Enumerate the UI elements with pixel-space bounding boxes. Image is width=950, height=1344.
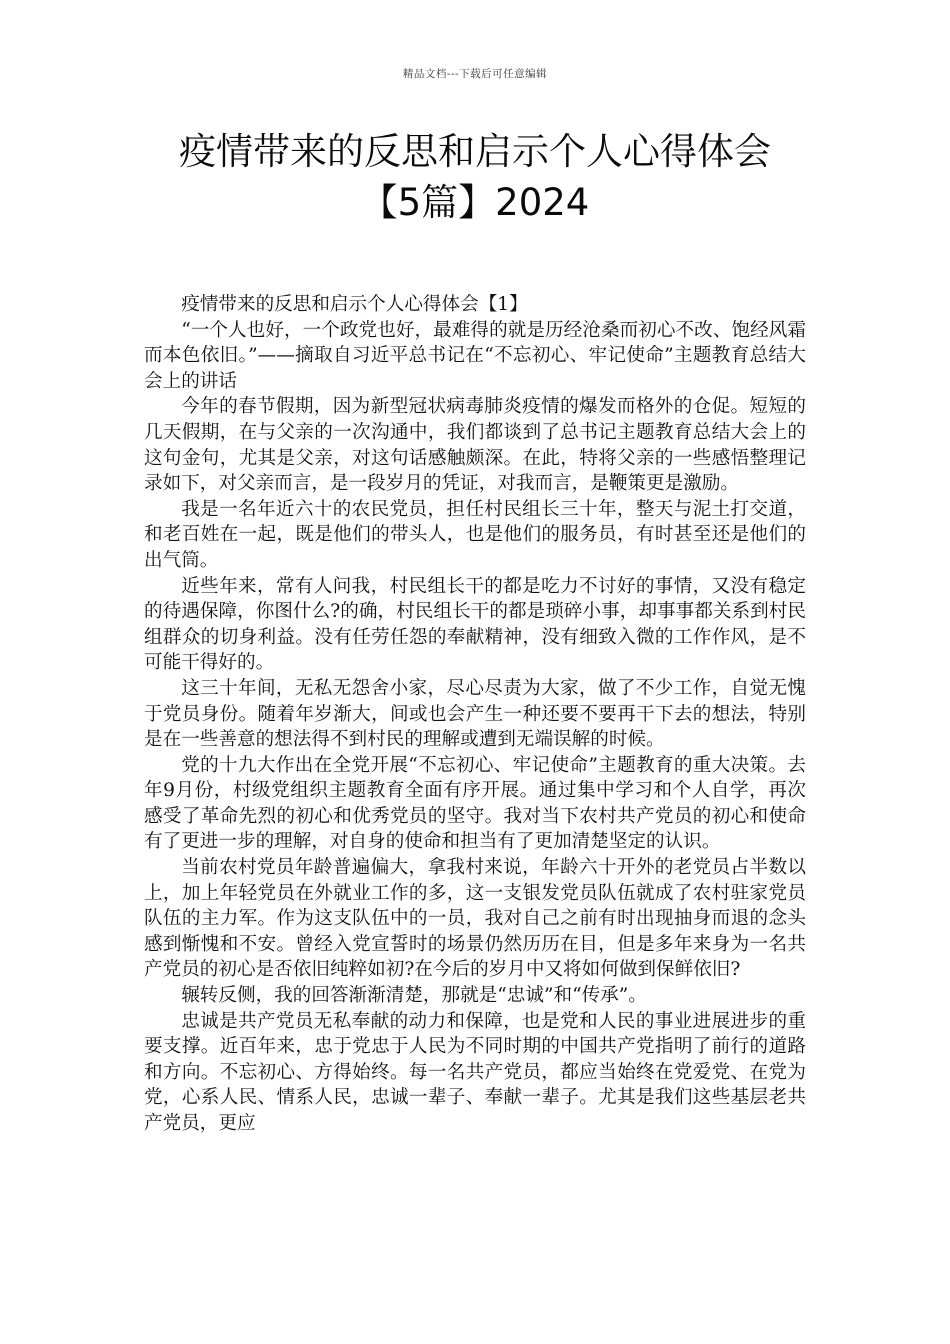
document-title <box>120 126 830 228</box>
paragraph: 这三十年间，无私无怨舍小家，尽心尽责为大家，做了不少工作，自觉无愧于党员身份。随着年岁渐大，间或也会产生一种还要不要再干下去的想法，特别是在一些善意的想法得不到村民的理解或遭到无端误解的时候。 <box>144 677 806 751</box>
section-heading: 疫情带来的反思和启示个人心得体会【1】 <box>181 294 528 315</box>
paragraph: 今年的春节假期，因为新型冠状病毒肺炎疫情的爆发而格外的仓促。短短的几天假期，在与父亲的一次沟通中，我们都谈到了总书记主题教育总结大会上的这句金句，尤其是父亲，对这句话感触颇深。在此，特将父亲的一些感悟整理记录如下，对父亲而言，是一段岁月的凭证，对我而言，是鞭策更是激励。 <box>144 396 806 495</box>
title-line-1: 疫情带来的反思和启示个人心得体会 <box>179 130 771 173</box>
paragraph: 当前农村党员年龄普遍偏大，拿我村来说，年龄六十开外的老党员占半数以上，加上年轻党员在外就业工作的多，这一支银发党员队伍就成了农村驻家党员队伍的主力军。作为这支队伍中的一员，我对自己之前有时出现抽身而退的念头感到惭愧和不安。曾经入党宣誓时的场景仍然历历在目，但是多年来身为一名共产党员的初心是否依旧纯粹如初?在今后的岁月中又将如何做到保鲜依旧? <box>144 857 806 981</box>
paragraph: “一个人也好，一个政党也好，最难得的就是历经沧桑而初心不改、饱经风霜而本色依旧。”——摘取自习近平总书记在“不忘初心、牢记使命”主题教育总结大会上的讲话 <box>144 319 806 392</box>
paragraph: 近些年来，常有人问我，村民组长干的都是吃力不讨好的事情，又没有稳定的待遇保障，你图什么?的确，村民组长干的都是琐碎小事，却事事都关系到村民组群众的切身利益。没有任劳任怨的奉献精神，没有细致入微的工作作风，是不可能干得好的。 <box>144 575 806 674</box>
paragraph: 我是一名年近六十的农民党员，担任村民组长三十年，整天与泥土打交道，和老百姓在一起，既是他们的带头人，也是他们的服务员，有时甚至还是他们的出气筒。 <box>144 498 806 571</box>
title-line-2: 【5篇】2024 <box>360 181 590 224</box>
paragraph: 党的十九大作出在全党开展“不忘初心、牢记使命”主题教育的重大决策。去年9月份，村级党组织主题教育全面有序开展。通过集中学习和个人自学，再次感受了革命先烈的初心和优秀党员的坚守。我对当下农村共产党员的初心和使命有了更进一步的理解，对自身的使命和担当有了更加清楚坚定的认识。 <box>144 754 806 853</box>
header-note: 精品文档---下载后可任意编辑 <box>402 68 548 80</box>
paragraph: 忠诚是共产党员无私奉献的动力和保障，也是党和人民的事业进展进步的重要支撑。近百年来，忠于党忠于人民为不同时期的中国共产党指明了前行的道路和方向。不忘初心、方得始终。每一名共产党员，都应当始终在党爱党、在党为党，心系人民、情系人民，忠诚一辈子、奉献一辈子。尤其是我们这些基层老共产党员，更应 <box>144 1010 806 1134</box>
document-body <box>144 292 806 1137</box>
paragraph: 辗转反侧，我的回答渐渐清楚，那就是“忠诚”和“传承”。 <box>181 985 647 1007</box>
